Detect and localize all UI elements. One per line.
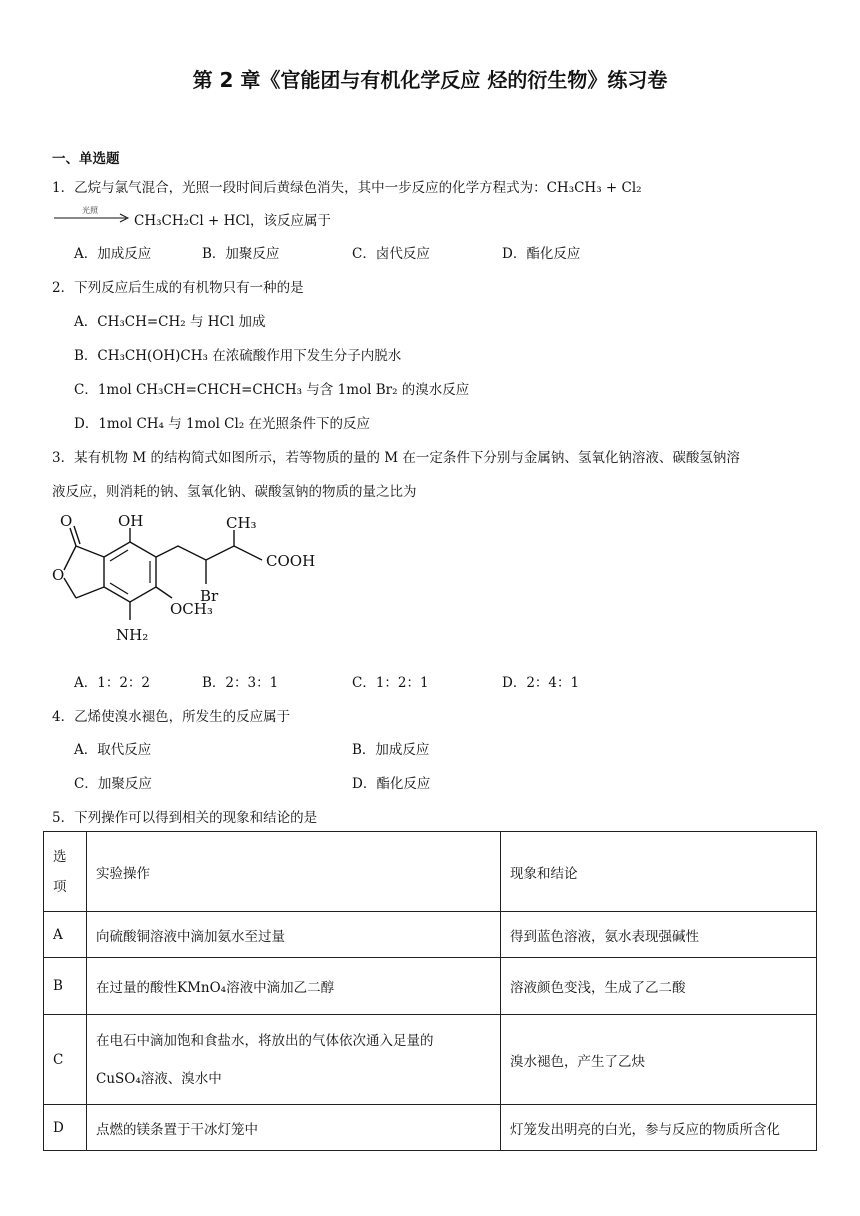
row-option: C	[44, 1015, 87, 1105]
q2-stem: 2．下列反应后生成的有机物只有一种的是	[52, 280, 304, 296]
q1-option-a[interactable]: A．加成反应	[74, 246, 152, 262]
table-header-row	[44, 832, 817, 912]
arrow-icon	[52, 207, 132, 227]
q5-table	[43, 831, 817, 1151]
carbonyl-oxygen-label: O	[60, 512, 73, 530]
row-result: 得到蓝色溶液，氨水表现强碱性	[501, 912, 817, 958]
row-operation-line2: CuSO₄溶液、溴水中	[96, 1070, 222, 1087]
q3-stem-line2: 液反应，则消耗的钠、氢氧化钠、碳酸氢钠的物质的量之比为	[52, 484, 417, 500]
molecule-structure	[50, 508, 350, 656]
page-title: 第 2 章《官能团与有机化学反应 烃的衍生物》练习卷	[192, 68, 668, 92]
q2-option-d[interactable]: D．1mol CH₄ 与 1mol Cl₂ 在光照条件下的反应	[74, 416, 371, 432]
q3-stem-line1: 3．某有机物 M 的结构简式如图所示，若等物质的量的 M 在一定条件下分别与金属钠、氢氧化钠溶液、碳酸氢钠溶	[52, 450, 740, 466]
q1-stem-line1: 1．乙烷与氯气混合，光照一段时间后黄绿色消失，其中一步反应的化学方程式为：CH₃CH₃ + Cl₂	[52, 180, 642, 196]
row-result: 溴水褪色，产生了乙炔	[501, 1015, 817, 1105]
table-row	[44, 912, 817, 958]
row-option: B	[44, 958, 87, 1015]
q5-stem: 5．下列操作可以得到相关的现象和结论的是	[52, 810, 318, 826]
table-row	[44, 1015, 817, 1105]
row-operation-line1: 在电石中滴加饱和食盐水，将放出的气体依次通入足量的	[96, 1032, 434, 1049]
q4-option-d[interactable]: D．酯化反应	[352, 776, 431, 792]
carboxyl-label: COOH	[266, 552, 316, 570]
q4-option-a[interactable]: A．取代反应	[74, 742, 152, 758]
header-operation: 实验操作	[87, 832, 501, 912]
header-option: 选项	[44, 832, 87, 912]
q3-option-d[interactable]: D．2：4：1	[502, 675, 580, 691]
table-row	[44, 958, 817, 1015]
q1-option-d[interactable]: D．酯化反应	[502, 246, 581, 262]
row-result: 溶液颜色变浅，生成了乙二酸	[501, 958, 817, 1015]
methoxy-label: OCH₃	[170, 600, 213, 618]
row-operation: 在过量的酸性KMnO₄溶液中滴加乙二醇	[87, 958, 501, 1015]
q1-stem-line2: CH₃CH₂Cl + HCl，该反应属于	[134, 213, 331, 229]
row-operation: 向硫酸铜溶液中滴加氨水至过量	[87, 912, 501, 958]
ring-oxygen-label: O	[52, 566, 65, 584]
row-result: 灯笼发出明亮的白光，参与反应的物质所含化	[501, 1105, 817, 1151]
row-option: D	[44, 1105, 87, 1151]
bromo-label: Br	[200, 587, 219, 605]
q2-option-b[interactable]: B．CH₃CH(OH)CH₃ 在浓硫酸作用下发生分子内脱水	[74, 348, 402, 364]
hydroxyl-label: OH	[118, 512, 144, 530]
q3-option-a[interactable]: A．1：2：2	[74, 675, 151, 691]
q1-option-b[interactable]: B．加聚反应	[202, 246, 280, 262]
q3-option-c[interactable]: C．1：2：1	[352, 675, 429, 691]
reaction-arrow	[52, 207, 132, 227]
row-operation	[87, 1015, 501, 1105]
row-option: A	[44, 912, 87, 958]
q3-option-b[interactable]: B．2：3：1	[202, 675, 279, 691]
header-result: 现象和结论	[501, 832, 817, 912]
table-row	[44, 1105, 817, 1151]
q4-stem: 4．乙烯使溴水褪色，所发生的反应属于	[52, 709, 291, 725]
q1-option-c[interactable]: C．卤代反应	[352, 246, 430, 262]
row-operation: 点燃的镁条置于干冰灯笼中	[87, 1105, 501, 1151]
q4-option-b[interactable]: B．加成反应	[352, 742, 430, 758]
section-heading: 一、单选题	[52, 151, 120, 167]
amino-label: NH₂	[116, 626, 149, 644]
methyl-label: CH₃	[226, 514, 257, 532]
q2-option-a[interactable]: A．CH₃CH=CH₂ 与 HCl 加成	[74, 314, 266, 330]
q2-option-c[interactable]: C．1mol CH₃CH=CHCH=CHCH₃ 与含 1mol Br₂ 的溴水反应	[74, 382, 470, 398]
q4-option-c[interactable]: C．加聚反应	[74, 776, 152, 792]
arrow-condition-label: 光照	[82, 206, 98, 215]
